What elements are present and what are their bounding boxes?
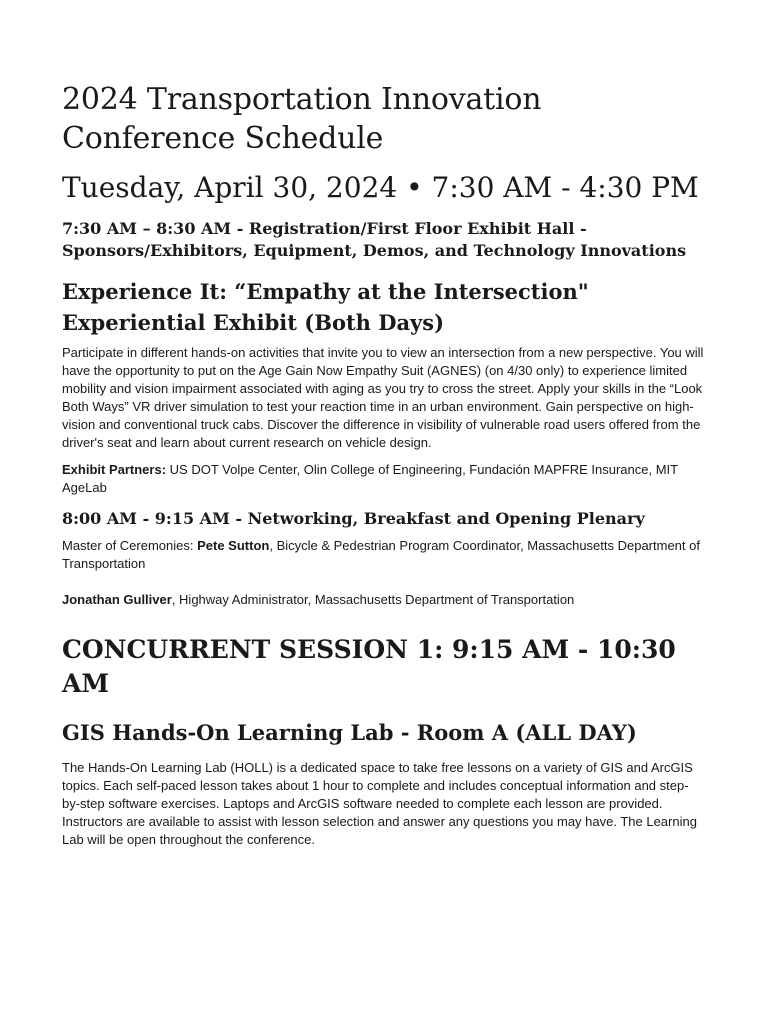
speaker-line [62, 591, 706, 609]
master-of-ceremonies [62, 537, 706, 573]
partners-label: Exhibit Partners: [62, 462, 167, 477]
gis-lab-description: The Hands-On Learning Lab (HOLL) is a dedicated space to take free lessons on a variety of GIS and ArcGIS topics. Each self-paced lesson takes about 1 hour to complete and includes conceptual information and step-by-step software exercises. Laptops and ArcGIS software needed to complete each lesson are provided. Instructors are available to assist with lesson selection and answer any questions you may have. The Learning Lab will be open throughout the conference. [62, 760, 697, 847]
speaker-role: , Highway Administrator, Massachusetts Department of Transportation [171, 592, 575, 607]
speaker-name: Jonathan Gulliver [62, 592, 172, 607]
mc-role: , Bicycle & Pedestrian Program Coordinator, Massachusetts Department of Transportation [62, 538, 700, 571]
exhibit-description: Participate in different hands-on activities that invite you to view an intersection from a new perspective. You will have the opportunity to put on the Age Gain Now Empathy Suit (AGNES) (on 4/30 only) to experience limited mobility and vision impairment associated with aging as you try to cross the street. Apply your skills in the “Look Both Ways” VR driver simulation to test your reaction time in an urban environment. Gain perspective on high-vision and conventional truck cabs. Discover the difference in visibility of vulnerable road users offered from the driver's seat and learn about current research on vehicle design. [62, 345, 704, 450]
session-heading: CONCURRENT SESSION 1: 9:15 AM - 10:30 AM [62, 635, 676, 698]
exhibit-partners [62, 461, 706, 497]
day-heading: Tuesday, April 30, 2024 • 7:30 AM - 4:30 PM [62, 171, 699, 204]
mc-name: Pete Sutton [197, 538, 270, 553]
partners-text: US DOT Volpe Center, Olin College of Engineering, Fundación MAPFRE Insurance, MIT AgeLab [62, 462, 678, 495]
gis-lab-heading: GIS Hands-On Learning Lab - Room A (ALL DAY) [62, 720, 637, 745]
mc-label: Master of Ceremonies: [62, 538, 198, 553]
exhibit-heading: Experience It: “Empathy at the Intersection" Experiential Exhibit (Both Days) [62, 279, 589, 335]
registration-timeblock: 7:30 AM – 8:30 AM - Registration/First Floor Exhibit Hall - Sponsors/Exhibitors, Equipment, Demos, and Technology Innovations [62, 219, 687, 260]
page-title: 2024 Transportation Innovation Conference Schedule [62, 82, 542, 156]
plenary-heading: 8:00 AM - 9:15 AM - Networking, Breakfast and Opening Plenary [62, 509, 645, 528]
